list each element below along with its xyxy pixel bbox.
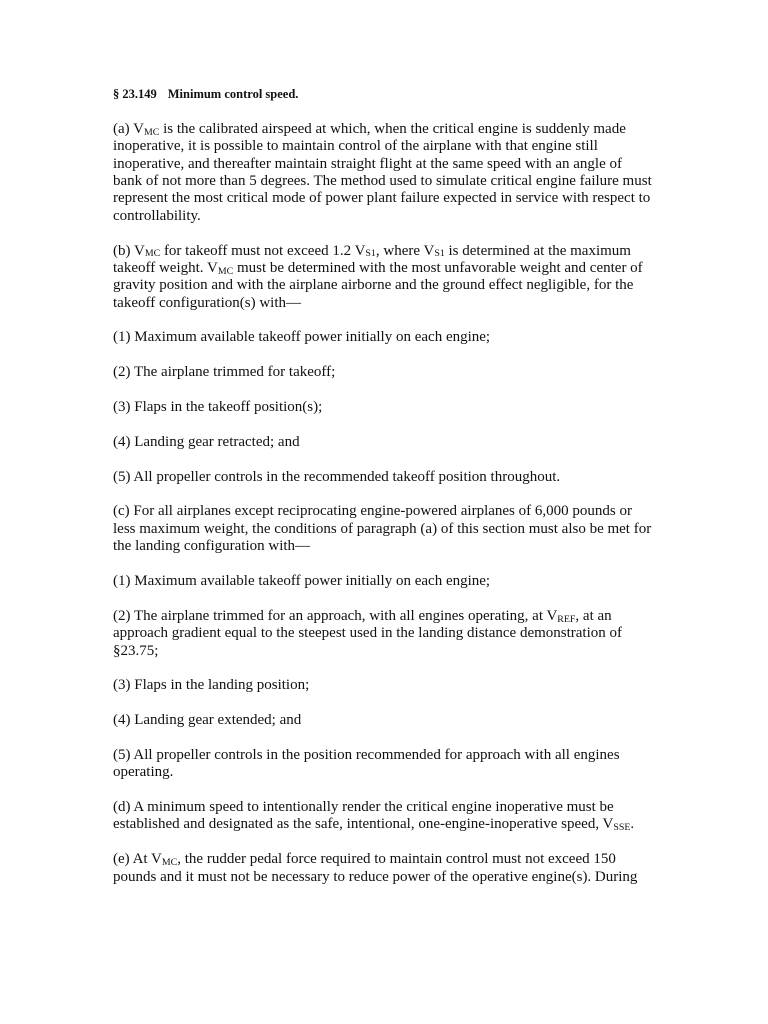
text-line	[113, 851, 661, 868]
subscript: MC	[161, 857, 178, 869]
text-run: must be determined with the most unfavorable weight and center of	[233, 259, 643, 276]
item-b-1	[113, 329, 661, 346]
text-line: controllability.	[113, 207, 201, 224]
text-run: , the rudder pedal force required to maintain control must not exceed 150	[177, 851, 616, 868]
section-heading	[113, 86, 661, 103]
paragraph-b	[113, 243, 661, 313]
item-c-3	[113, 677, 661, 694]
section-title: Minimum control speed.	[167, 87, 299, 101]
item-c-5	[113, 747, 661, 782]
text-run: for takeoff must not exceed 1.2 V	[160, 242, 366, 259]
item-c-1	[113, 573, 661, 590]
text-run: is the calibrated airspeed at which, when the critical engine is suddenly made	[159, 120, 626, 137]
text-line: approach gradient equal to the steepest used in the landing distance demonstration of	[113, 625, 623, 642]
text-line	[113, 260, 661, 277]
text-run: .	[630, 816, 635, 833]
text-run: takeoff weight. V	[113, 259, 218, 276]
text-line: operating.	[113, 764, 174, 781]
subscript: MC	[143, 126, 160, 138]
text-line: takeoff configuration(s) with—	[113, 294, 302, 311]
text-line: (1) Maximum available takeoff power initially on each engine;	[113, 329, 491, 346]
text-line: bank of not more than 5 degrees. The method used to simulate critical engine failure must	[113, 172, 652, 189]
subscript: S1	[365, 248, 376, 260]
item-c-2	[113, 608, 661, 660]
item-c-4	[113, 712, 661, 729]
text-line	[113, 608, 661, 625]
section-number: § 23.149	[113, 87, 157, 101]
paragraph-a	[113, 121, 661, 225]
text-run: , where V	[375, 242, 435, 259]
item-b-2	[113, 364, 661, 381]
text-line: (d) A minimum speed to intentionally render the critical engine inoperative must be	[113, 799, 614, 816]
item-b-3	[113, 399, 661, 416]
text-line: (1) Maximum available takeoff power initially on each engine;	[113, 572, 491, 589]
text-run: (2) The airplane trimmed for an approach, with all engines operating, at V	[113, 607, 558, 624]
text-line: pounds and it must not be necessary to reduce power of the operative engine(s). During	[113, 868, 638, 885]
text-line: (4) Landing gear retracted; and	[113, 433, 300, 450]
document-body	[113, 86, 661, 903]
text-line: less maximum weight, the conditions of paragraph (a) of this section must also be met for	[113, 520, 652, 537]
text-line: represent the most critical mode of power plant failure expected in service with respect to	[113, 190, 651, 207]
item-b-4	[113, 434, 661, 451]
text-line: inoperative, it is possible to maintain control of the airplane with that engine still	[113, 138, 598, 155]
subscript: MC	[144, 248, 161, 260]
paragraph-c	[113, 503, 661, 555]
text-line: (5) All propeller controls in the position recommended for approach with all engines	[113, 746, 620, 763]
paragraph-d	[113, 799, 661, 834]
text-line: (3) Flaps in the landing position;	[113, 677, 310, 694]
text-run: established and designated as the safe, intentional, one-engine-inoperative speed, V	[113, 816, 614, 833]
text-line: (3) Flaps in the takeoff position(s);	[113, 399, 323, 416]
text-line	[113, 816, 661, 833]
item-b-5	[113, 469, 661, 486]
text-run: (e) At V	[113, 851, 162, 868]
text-line: (4) Landing gear extended; and	[113, 712, 302, 729]
text-run: , at an	[575, 607, 612, 624]
text-run: (a) V	[113, 120, 144, 137]
text-line: (c) For all airplanes except reciprocating engine-powered airplanes of 6,000 pounds or	[113, 503, 632, 520]
text-run: (b) V	[113, 242, 145, 259]
text-line	[113, 243, 661, 260]
text-line: the landing configuration with—	[113, 538, 311, 555]
text-line: (2) The airplane trimmed for takeoff;	[113, 364, 336, 381]
paragraph-e	[113, 851, 661, 886]
text-line: inoperative, and thereafter maintain straight flight at the same speed with an angle of	[113, 155, 622, 172]
subscript: SSE	[613, 822, 631, 834]
subscript: S1	[434, 248, 445, 260]
subscript: REF	[557, 613, 576, 625]
text-line: (5) All propeller controls in the recommended takeoff position throughout.	[113, 468, 561, 485]
text-line	[113, 121, 661, 138]
text-line: gravity position and with the airplane airborne and the ground effect negligible, for the	[113, 277, 634, 294]
subscript: MC	[217, 265, 234, 277]
text-line: §23.75;	[113, 642, 159, 659]
text-run: is determined at the maximum	[444, 242, 631, 259]
